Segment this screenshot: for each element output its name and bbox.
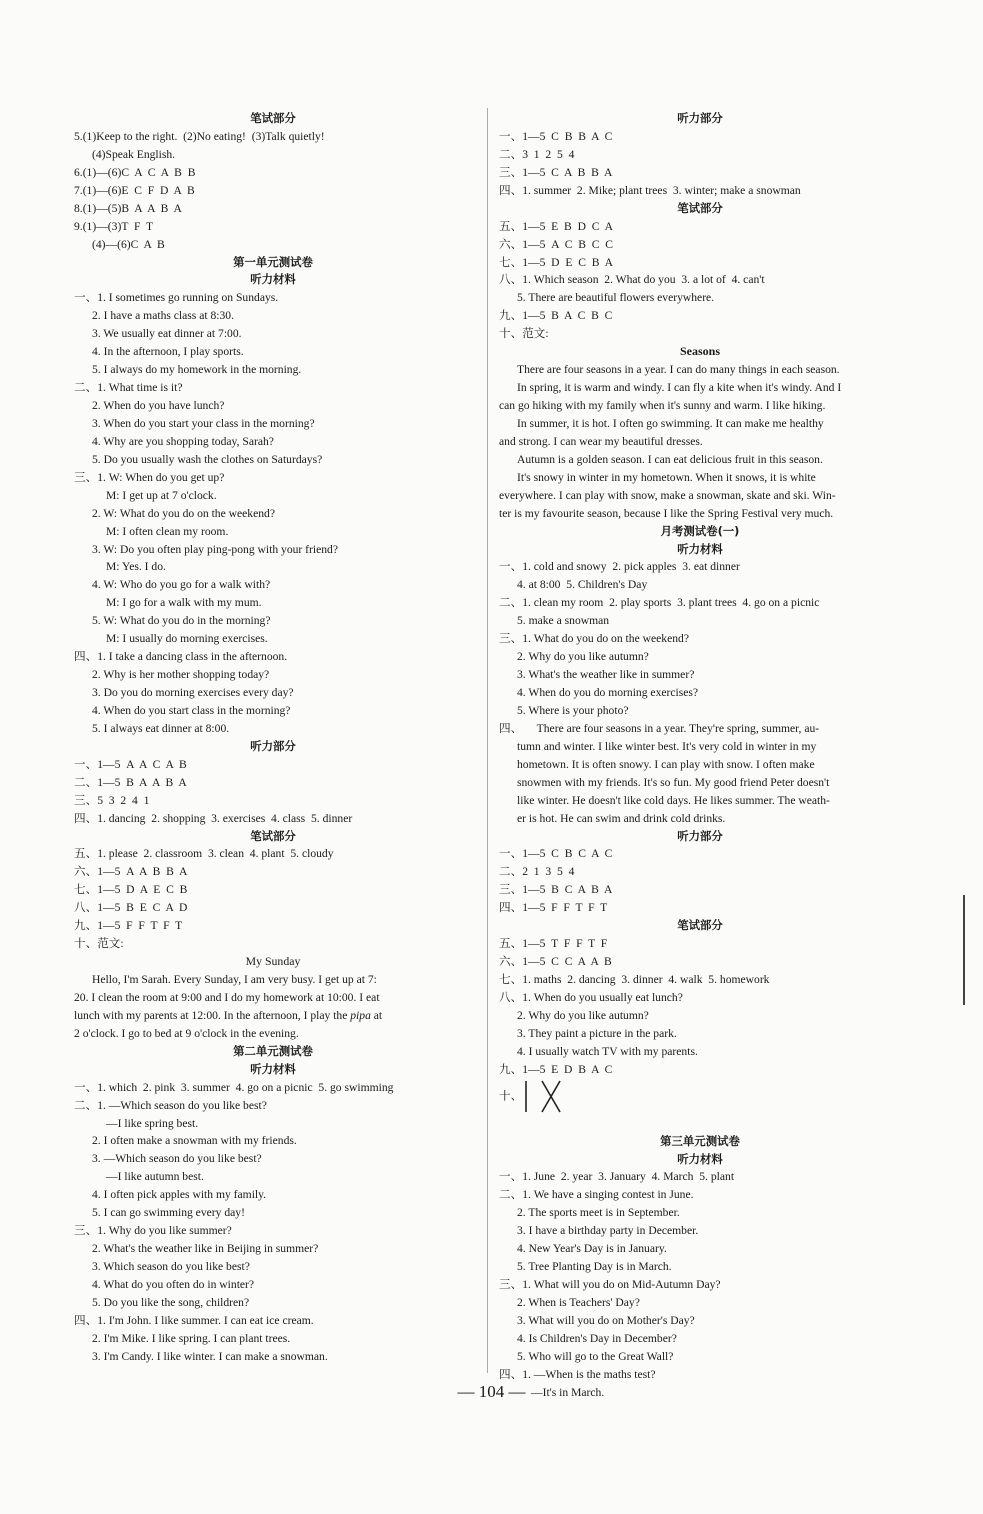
- answer-line: M: I go for a walk with my mum.: [106, 596, 262, 610]
- answer-line: [499, 1115, 901, 1133]
- answer-line: 2. Why is her mother shopping today?: [92, 668, 270, 682]
- answer-line: 3. They paint a picture in the park.: [517, 1026, 677, 1040]
- answer-line: 一、1—5 A A C A B: [74, 757, 187, 771]
- answer-line: (4)Speak English.: [92, 147, 176, 161]
- answer-line: er is hot. He can swim and drink cold drinks.: [517, 811, 726, 825]
- answer-line: 3. What will you do on Mother's Day?: [517, 1313, 695, 1327]
- answer-line: 5. make a snowman: [517, 614, 610, 628]
- answer-line: 五、1. please 2. classroom 3. clean 4. plant 5. cloudy: [74, 847, 334, 861]
- answer-line: 二、1. clean my room 2. play sports 3. plant trees 4. go on a picnic: [499, 596, 820, 610]
- answer-line: 2 o'clock. I go to bed at 9 o'clock in the evening.: [74, 1026, 299, 1040]
- section-heading: 月考测试卷(一): [660, 523, 740, 538]
- section-heading: 听力材料: [250, 1061, 296, 1076]
- answer-line: 一、1. June 2. year 3. January 4. March 5. plant: [499, 1170, 735, 1184]
- page-number: — 104 —: [457, 1382, 526, 1401]
- answer-line: 7.(1)—(6)E C F D A B: [74, 183, 195, 197]
- answer-line: 六、1—5 A A B B A: [74, 865, 188, 879]
- answer-line: 4. New Year's Day is in January.: [517, 1242, 667, 1256]
- section-heading: 听力材料: [677, 541, 723, 556]
- page-edge-mark: [963, 895, 965, 1005]
- answer-line: 4. When do you do morning exercises?: [517, 686, 699, 699]
- answer-line: Hello, I'm Sarah. Every Sunday, I am very busy. I get up at 7:: [92, 973, 377, 986]
- answer-line: 3. Do you do morning exercises every day?: [92, 686, 294, 699]
- answer-line: 3. We usually eat dinner at 7:00.: [92, 327, 242, 341]
- section-heading: 听力部分: [677, 828, 723, 843]
- answer-line: 一、1. I sometimes go running on Sundays.: [74, 291, 279, 305]
- answer-line: 一、1. which 2. pink 3. summer 4. go on a picnic 5. go swimming: [74, 1080, 394, 1094]
- answer-line: 2. I often make a snowman with my friends.: [92, 1134, 297, 1148]
- answer-line: 4. In the afternoon, I play sports.: [92, 345, 244, 359]
- answer-line: 七、1—5 D A E C B: [74, 883, 188, 897]
- answer-line: 4. When do you start class in the morning?: [92, 703, 291, 717]
- answer-line: 9.(1)—(3)T F T: [74, 219, 154, 233]
- answer-line: 4. at 8:00 5. Children's Day: [517, 578, 648, 592]
- answer-line: —It's in March.: [531, 1385, 605, 1399]
- answer-line: 5. There are beautiful flowers everywhere.: [517, 291, 715, 305]
- answer-line: like winter. He doesn't like cold days. He likes summer. The weath-: [517, 793, 830, 807]
- answer-line: 二、1—5 B A A B A: [74, 775, 187, 789]
- answer-line: 20. I clean the room at 9:00 and I do my homework at 10:00. I eat: [74, 990, 380, 1004]
- answer-line: 十、: [499, 1079, 901, 1115]
- essay-title: My Sunday: [245, 954, 301, 969]
- answer-line: tumn and winter. I like winter best. It's very cold in winter in my: [517, 739, 817, 753]
- answer-line: (4)—(6)C A B: [92, 237, 165, 251]
- section-heading: 听力部分: [250, 738, 296, 753]
- essay-title: Seasons: [679, 344, 720, 359]
- answer-line: 4. Why are you shopping today, Sarah?: [92, 434, 274, 448]
- answer-line: 5. Who will go to the Great Wall?: [517, 1349, 674, 1363]
- section-heading: 笔试部分: [250, 828, 296, 843]
- answer-line: 四、1. dancing 2. shopping 3. exercises 4. class 5. dinner: [74, 811, 353, 825]
- answer-line: 二、1. We have a singing contest in June.: [499, 1188, 694, 1202]
- answer-line: M: I get up at 7 o'clock.: [106, 488, 217, 502]
- answer-line: 二、1. What time is it?: [74, 381, 183, 395]
- answer-line: 2. W: What do you do on the weekend?: [92, 506, 275, 520]
- answer-line: 2. When is Teachers' Day?: [517, 1296, 640, 1309]
- answer-line: 六、1—5 A C B C C: [499, 237, 614, 251]
- answer-line: and strong. I can wear my beautiful dresses.: [499, 434, 703, 448]
- matching-lines-icon: [522, 1079, 564, 1115]
- answer-line: 四、1. I'm John. I like summer. I can eat ice cream.: [74, 1313, 314, 1327]
- answer-line: lunch with my parents at 12:00. In the afternoon, I play the pipa at: [74, 1008, 383, 1022]
- answer-line: 九、1—5 E D B A C: [499, 1062, 613, 1076]
- answer-line: 2. Why do you like autumn?: [517, 650, 649, 664]
- answer-line: 一、1—5 C B C A C: [499, 847, 613, 861]
- answer-line: In summer, it is hot. I often go swimming. It can make me healthy: [517, 416, 824, 430]
- answer-line: 5. I always do my homework in the morning.: [92, 363, 302, 377]
- right-column: [499, 110, 901, 1402]
- answer-line: 四、1. I take a dancing class in the afternoon.: [74, 650, 288, 664]
- answer-line: M: I usually do morning exercises.: [106, 632, 268, 646]
- answer-line: 4. I usually watch TV with my parents.: [517, 1044, 698, 1058]
- section-heading: 听力材料: [677, 1151, 723, 1166]
- column-divider: [487, 108, 488, 1373]
- answer-line: In spring, it is warm and windy. I can fly a kite when it's windy. And I: [517, 381, 842, 395]
- answer-line: 十、范文:: [74, 937, 124, 951]
- answer-line: 四、 There are four seasons in a year. They're spring, summer, au-: [499, 721, 820, 735]
- answer-line: 8.(1)—(5)B A A B A: [74, 201, 182, 215]
- answer-line: There are four seasons in a year. I can do many things in each season.: [517, 363, 840, 377]
- answer-line: It's snowy in winter in my hometown. When it snows, it is white: [517, 470, 816, 484]
- answer-line: 2. When do you have lunch?: [92, 399, 225, 412]
- answer-line: 2. What's the weather like in Beijing in summer?: [92, 1242, 319, 1256]
- answer-line: 5. I can go swimming every day!: [92, 1206, 245, 1220]
- answer-line: 五、1—5 T F F T F: [499, 937, 608, 951]
- answer-line: 二、3 1 2 5 4: [499, 147, 575, 161]
- answer-line: 3. When do you start your class in the morning?: [92, 416, 315, 430]
- answer-line: 2. I have a maths class at 8:30.: [92, 309, 234, 323]
- answer-line: 2. The sports meet is in September.: [517, 1206, 680, 1220]
- answer-line: 九、1—5 B A C B C: [499, 309, 613, 323]
- answer-line: 3. I'm Candy. I like winter. I can make a snowman.: [92, 1349, 328, 1363]
- answer-line: 4. Is Children's Day in December?: [517, 1331, 677, 1345]
- answer-line: 三、1. What do you do on the weekend?: [499, 632, 689, 646]
- answer-line: snowmen with my friends. It's so fun. My good friend Peter doesn't: [517, 775, 830, 789]
- answer-line: 3. Which season do you like best?: [92, 1260, 250, 1273]
- answer-line: 三、5 3 2 4 1: [74, 793, 150, 807]
- answer-line: 2. Why do you like autumn?: [517, 1008, 649, 1022]
- section-heading: 笔试部分: [677, 918, 723, 933]
- answer-line: 3. —Which season do you like best?: [92, 1152, 262, 1166]
- answer-line: 3. W: Do you often play ping-pong with your friend?: [92, 542, 338, 556]
- answer-line: 八、1—5 B E C A D: [74, 901, 188, 915]
- answer-line: 四、1. —When is the maths test?: [499, 1367, 656, 1381]
- answer-line: 七、1. maths 2. dancing 3. dinner 4. walk 5. homework: [499, 973, 770, 986]
- answer-line: 二、2 1 3 5 4: [499, 865, 575, 879]
- answer-line: 十、范文:: [499, 327, 549, 341]
- answer-line: 5. Do you usually wash the clothes on Saturdays?: [92, 452, 323, 466]
- answer-line: —I like spring best.: [106, 1116, 199, 1130]
- answer-line: 5. Tree Planting Day is in March.: [517, 1260, 672, 1274]
- answer-line: 七、1—5 D E C B A: [499, 255, 614, 269]
- section-heading: 听力材料: [250, 272, 296, 287]
- answer-line: —I like autumn best.: [106, 1170, 204, 1184]
- answer-line: 2. I'm Mike. I like spring. I can plant trees.: [92, 1331, 291, 1345]
- answer-line: 3. What's the weather like in summer?: [517, 668, 695, 682]
- answer-line: 六、1—5 C C A A B: [499, 955, 612, 969]
- answer-line: 4. W: Who do you go for a walk with?: [92, 578, 271, 592]
- answer-line: 三、1—5 C A B B A: [499, 165, 613, 179]
- answer-line: ter is my favourite season, because I like the Spring Festival very much.: [499, 506, 834, 520]
- answer-line: 九、1—5 F F T F T: [74, 919, 183, 933]
- answer-line: 5. Do you like the song, children?: [92, 1295, 250, 1309]
- answer-line: 三、1. What will you do on Mid-Autumn Day?: [499, 1278, 721, 1292]
- answer-line: 3. I have a birthday party in December.: [517, 1224, 699, 1238]
- answer-line: 一、1. cold and snowy 2. pick apples 3. eat dinner: [499, 560, 740, 574]
- answer-line: 一、1—5 C B B A C: [499, 129, 613, 143]
- section-heading: 第二单元测试卷: [233, 1043, 313, 1058]
- italic-word: pipa: [350, 1008, 371, 1022]
- answer-line: 6.(1)—(6)C A C A B B: [74, 165, 196, 179]
- section-heading: 第三单元测试卷: [660, 1133, 740, 1148]
- answer-line: 二、1. —Which season do you like best?: [74, 1098, 267, 1112]
- answer-line: 八、1. When do you usually eat lunch?: [499, 990, 683, 1004]
- answer-line: 四、1—5 F F T F T: [499, 901, 608, 915]
- section-heading: 笔试部分: [250, 111, 296, 125]
- answer-line: M: I often clean my room.: [106, 524, 229, 538]
- answer-line: 5. W: What do you do in the morning?: [92, 614, 271, 628]
- answer-line: 4. What do you often do in winter?: [92, 1277, 255, 1291]
- answer-line: 八、1. Which season 2. What do you 3. a lot of 4. can't: [499, 273, 765, 287]
- answer-line: Autumn is a golden season. I can eat delicious fruit in this season.: [517, 452, 823, 466]
- answer-line: 5.(1)Keep to the right. (2)No eating! (3)Talk quietly!: [74, 129, 325, 143]
- answer-line: 三、1—5 B C A B A: [499, 883, 613, 897]
- answer-line: 4. I often pick apples with my family.: [92, 1188, 267, 1202]
- answer-line: 五、1—5 E B D C A: [499, 219, 614, 233]
- answer-line: 四、1. summer 2. Mike; plant trees 3. winter; make a snowman: [499, 183, 801, 197]
- section-heading: 笔试部分: [677, 200, 723, 215]
- answer-line: hometown. It is often snowy. I can play with snow. I often make: [517, 757, 815, 771]
- section-heading: 听力部分: [677, 111, 723, 125]
- left-column: [74, 110, 472, 1366]
- section-heading: 第一单元测试卷: [233, 254, 313, 269]
- answer-line: can go hiking with my family when it's sunny and warm. I like hiking.: [499, 399, 826, 412]
- answer-line: 三、1. Why do you like summer?: [74, 1224, 232, 1238]
- answer-line: 5. Where is your photo?: [517, 703, 629, 717]
- answer-line: everywhere. I can play with snow, make a snowman, skate and ski. Win-: [499, 488, 836, 502]
- answer-line: M: Yes. I do.: [106, 560, 166, 574]
- answer-line: 5. I always eat dinner at 8:00.: [92, 721, 230, 735]
- answer-line: 三、1. W: When do you get up?: [74, 470, 225, 484]
